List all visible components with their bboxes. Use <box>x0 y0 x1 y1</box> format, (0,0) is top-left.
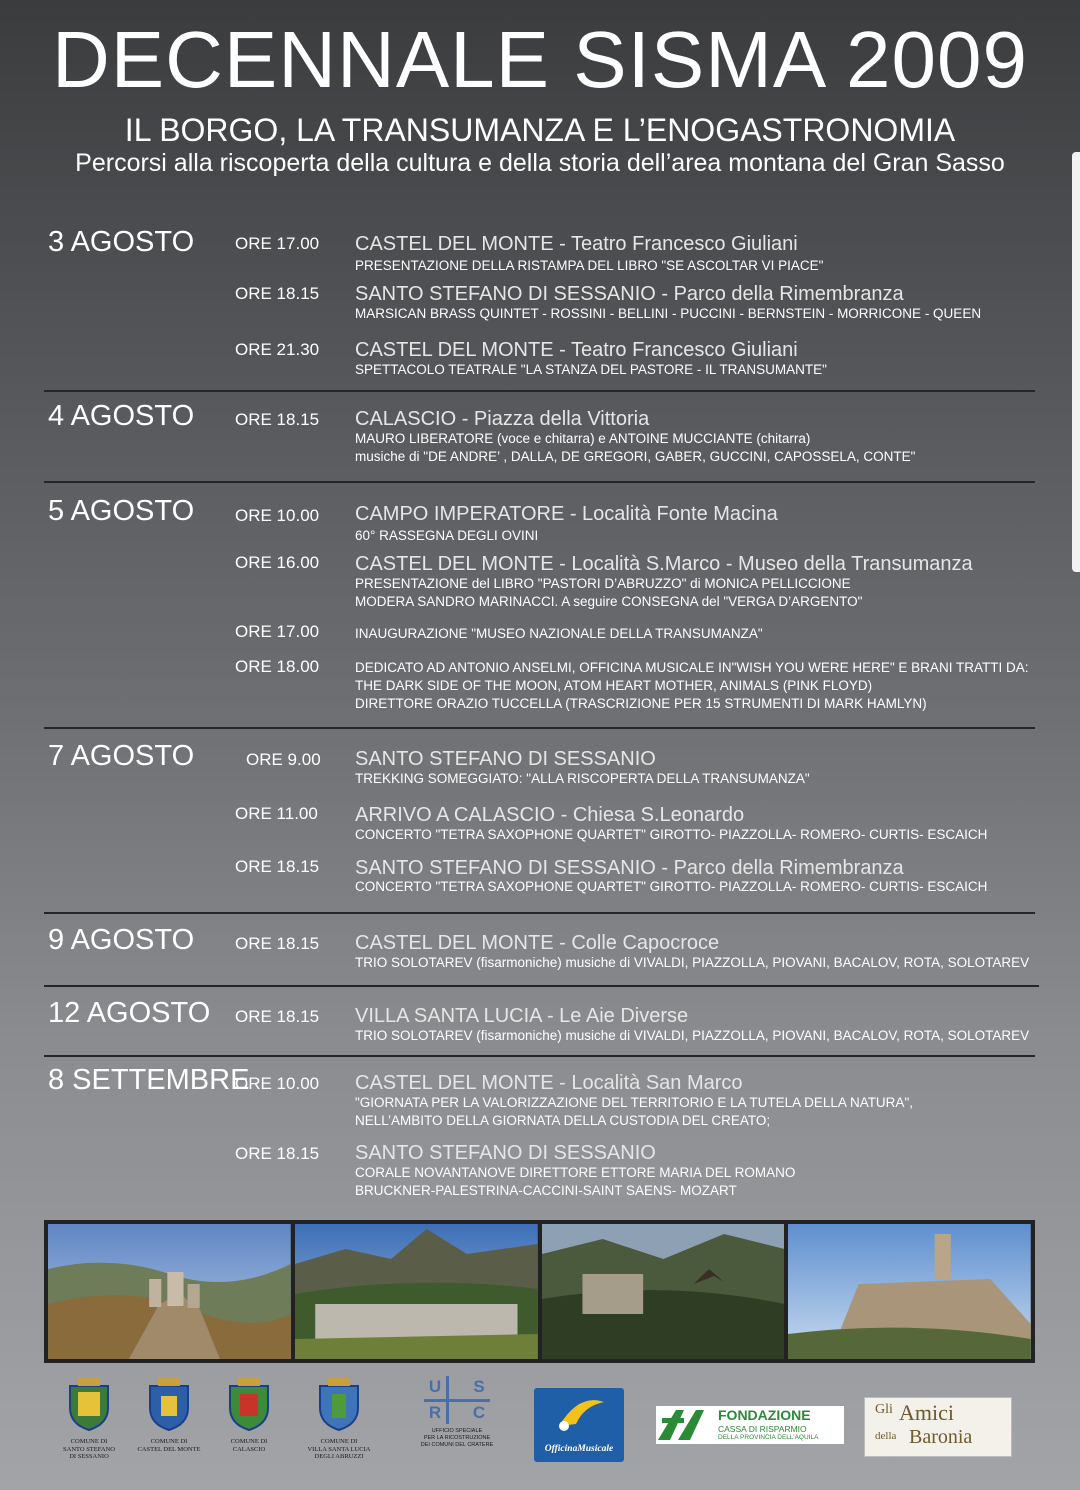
event-place: CASTEL DEL MONTE - Località San Marco <box>355 1072 743 1094</box>
amici-baronia: Baronia <box>909 1426 973 1448</box>
event-time: ORE 11.00 <box>235 804 318 823</box>
rocca-calascio-photo <box>48 1224 291 1359</box>
calascio-crest-icon <box>226 1378 272 1432</box>
event-time: ORE 17.00 <box>235 234 320 253</box>
event-place: CAMPO IMPERATORE - Località Fonte Macina <box>355 503 778 525</box>
event-description: TREKKING SOMEGGIATO: "ALLA RISCOPERTA DELLA TRANSUMANZA" <box>355 771 810 786</box>
amici-gli: Gli <box>875 1402 893 1417</box>
event-time: ORE 18.15 <box>235 1144 320 1163</box>
event-time: ORE 9.00 <box>246 750 321 769</box>
comune-label: COMUNE DI VILLA SANTA LUCIA DEGLI ABRUZZI <box>307 1438 371 1460</box>
event-place: SANTO STEFANO DI SESSANIO <box>355 748 656 770</box>
fondazione-line2: DELLA PROVINCIA DELL’AQUILA <box>718 1434 819 1441</box>
event-description: CONCERTO "TETRA SAXOPHONE QUARTET" GIROTTO- PIAZZOLLA- ROMERO- CURTIS- ESCAICH <box>355 879 988 894</box>
event-description: TRIO SOLOTAREV (fisarmoniche) musiche di VIVALDI, PIAZZOLLA, PIOVANI, BACALOV, ROTA, SOLOTAREV <box>355 1028 1030 1043</box>
event-time: ORE 18.15 <box>235 410 320 429</box>
section-divider <box>44 985 1039 987</box>
day-label: 9 AGOSTO <box>48 924 195 956</box>
section-divider <box>44 481 1035 483</box>
section-divider <box>44 727 1035 729</box>
amici-della: della <box>875 1430 897 1442</box>
valley-eagle-photo <box>542 1224 785 1359</box>
event-description: TRIO SOLOTAREV (fisarmoniche) musiche di VIVALDI, PIAZZOLLA, PIOVANI, BACALOV, ROTA, SOLOTAREV <box>355 955 1030 970</box>
usrc-logo <box>420 1376 494 1449</box>
event-time: ORE 16.00 <box>235 553 320 572</box>
poster-subtitle: IL BORGO, LA TRANSUMANZA E L’ENOGASTRONOMIA <box>124 112 956 148</box>
event-place: CASTEL DEL MONTE - Teatro Francesco Giuliani <box>355 339 798 361</box>
event-description: DEDICATO AD ANTONIO ANSELMI, OFFICINA MUSICALE IN"WISH YOU WERE HERE" E BRANI TRATTI DA: THE DARK SIDE OF THE MOON, ATOM HEART MOTHER, ANIMALS (PINK FLOYD) DIRETTORE ORAZIO TUCCELLA (TRASCRIZIONE PER 15 STRUMENTI DI MARK HAMLYN) <box>355 660 1029 711</box>
event-description: "GIORNATA PER LA VALORIZZAZIONE DEL TERRITORIO E LA TUTELA DELLA NATURA", NELL’AMBITO DELLA GIORNATA DELLA CUSTODIA DEL CREATO; <box>355 1095 913 1128</box>
usrc-letter: R <box>424 1399 446 1425</box>
fondazione-mark-icon <box>656 1406 714 1444</box>
comune-label: COMUNE DI CALASCIO <box>230 1438 268 1453</box>
event-time: ORE 17.00 <box>235 622 320 641</box>
day-label: 5 AGOSTO <box>48 495 195 527</box>
sponsor-logos <box>44 1372 1035 1472</box>
usrc-letter: U <box>428 1377 442 1397</box>
santo-stefano-crest-icon <box>66 1378 112 1432</box>
section-divider <box>44 390 1035 392</box>
event-description: MARSICAN BRASS QUINTET - ROSSINI - BELLINI - PUCCINI - BERNSTEIN - MORRICONE - QUEEN <box>355 306 982 321</box>
usrc-letter: S <box>473 1377 485 1397</box>
fondazione-line1: CASSA DI RISPARMIO <box>718 1424 807 1434</box>
castel-del-monte-crest-icon <box>146 1378 192 1432</box>
usrc-letter: C <box>468 1399 490 1425</box>
event-place: CASTEL DEL MONTE - Colle Capocroce <box>355 932 720 954</box>
scrollbar[interactable] <box>1072 152 1080 572</box>
event-place: SANTO STEFANO DI SESSANIO - Parco della Rimembranza <box>355 857 904 879</box>
event-place: CASTEL DEL MONTE - Località S.Marco - Museo della Transumanza <box>355 553 973 575</box>
day-label: 8 SETTEMBRE <box>48 1064 250 1096</box>
event-time: ORE 21.30 <box>235 340 320 359</box>
officina-musicale-text: OfficinaMusicale <box>544 1444 614 1454</box>
comune-label: COMUNE DI CASTEL DEL MONTE <box>137 1438 201 1453</box>
villa-santa-lucia-crest-icon <box>316 1378 362 1432</box>
event-place: SANTO STEFANO DI SESSANIO <box>355 1142 656 1164</box>
event-description: 60° RASSEGNA DEGLI OVINI <box>355 528 539 543</box>
event-description: PRESENTAZIONE del LIBRO "PASTORI D’ABRUZZO" di MONICA PELLICCIONE MODERA SANDRO MARINACCI. A seguire CONSEGNA del "VERGA D’ARGENTO" <box>355 576 863 609</box>
village-mountain-photo <box>295 1224 538 1359</box>
event-time: ORE 18.00 <box>235 657 320 676</box>
event-time: ORE 18.15 <box>235 934 320 953</box>
event-description: CONCERTO "TETRA SAXOPHONE QUARTET" GIROTTO- PIAZZOLLA- ROMERO- CURTIS- ESCAICH <box>355 827 988 842</box>
event-time: ORE 10.00 <box>235 506 320 525</box>
event-description: CORALE NOVANTANOVE DIRETTORE ETTORE MARIA DEL ROMANO BRUCKNER-PALESTRINA-CACCINI-SAINT SAENS- MOZART <box>355 1165 796 1198</box>
event-time: ORE 10.00 <box>235 1074 320 1093</box>
day-label: 3 AGOSTO <box>48 226 195 258</box>
event-place: ARRIVO A CALASCIO - Chiesa S.Leonardo <box>355 804 745 826</box>
poster-tagline: Percorsi alla riscoperta della cultura e della storia dell’area montana del Gran Sasso <box>75 149 1005 177</box>
day-label: 4 AGOSTO <box>48 400 195 432</box>
music-note-icon <box>534 1388 624 1438</box>
event-place: CALASCIO - Piazza della Vittoria <box>355 408 650 430</box>
poster-title: DECENNALE SISMA 2009 <box>52 15 1028 104</box>
fondazione-title: FONDAZIONE <box>718 1407 811 1423</box>
event-time: ORE 18.15 <box>235 284 320 303</box>
section-divider <box>44 912 1035 914</box>
photo-strip <box>44 1220 1035 1363</box>
officina-musicale-logo <box>534 1388 624 1462</box>
fondazione-carispaq-logo <box>656 1406 844 1444</box>
amici-della-baronia-logo <box>864 1397 1012 1457</box>
comune-label: COMUNE DI SANTO STEFANO DI SESSANIO <box>63 1438 115 1460</box>
amici-amici: Amici <box>899 1400 954 1425</box>
event-time: ORE 18.15 <box>235 857 320 876</box>
day-label: 12 AGOSTO <box>48 997 211 1029</box>
event-description: INAUGURAZIONE "MUSEO NAZIONALE DELLA TRANSUMANZA" <box>355 626 763 641</box>
event-description: SPETTACOLO TEATRALE "LA STANZA DEL PASTORE - IL TRANSUMANTE" <box>355 362 827 377</box>
event-description: PRESENTAZIONE DELLA RISTAMPA DEL LIBRO "SE ASCOLTAR VI PIACE" <box>355 258 824 273</box>
event-time: ORE 18.15 <box>235 1007 320 1026</box>
event-description: MAURO LIBERATORE (voce e chitarra) e ANTOINE MUCCIANTE (chitarra) musiche di "DE ANDRE’ , DALLA, DE GREGORI, GABER, GUCCINI, CAPOSSELA, CONTE" <box>355 431 916 464</box>
event-place: VILLA SANTA LUCIA - Le Aie Diverse <box>355 1005 689 1027</box>
day-label: 7 AGOSTO <box>48 740 195 772</box>
event-place: SANTO STEFANO DI SESSANIO - Parco della Rimembranza <box>355 283 904 305</box>
usrc-label: UFFICIO SPECIALE PER LA RICOSTRUZIONE DEI COMUNI DEL CRATERE <box>420 1428 494 1448</box>
section-divider <box>44 1055 1035 1057</box>
santo-stefano-village-photo <box>788 1224 1031 1359</box>
event-place: CASTEL DEL MONTE - Teatro Francesco Giuliani <box>355 233 798 255</box>
